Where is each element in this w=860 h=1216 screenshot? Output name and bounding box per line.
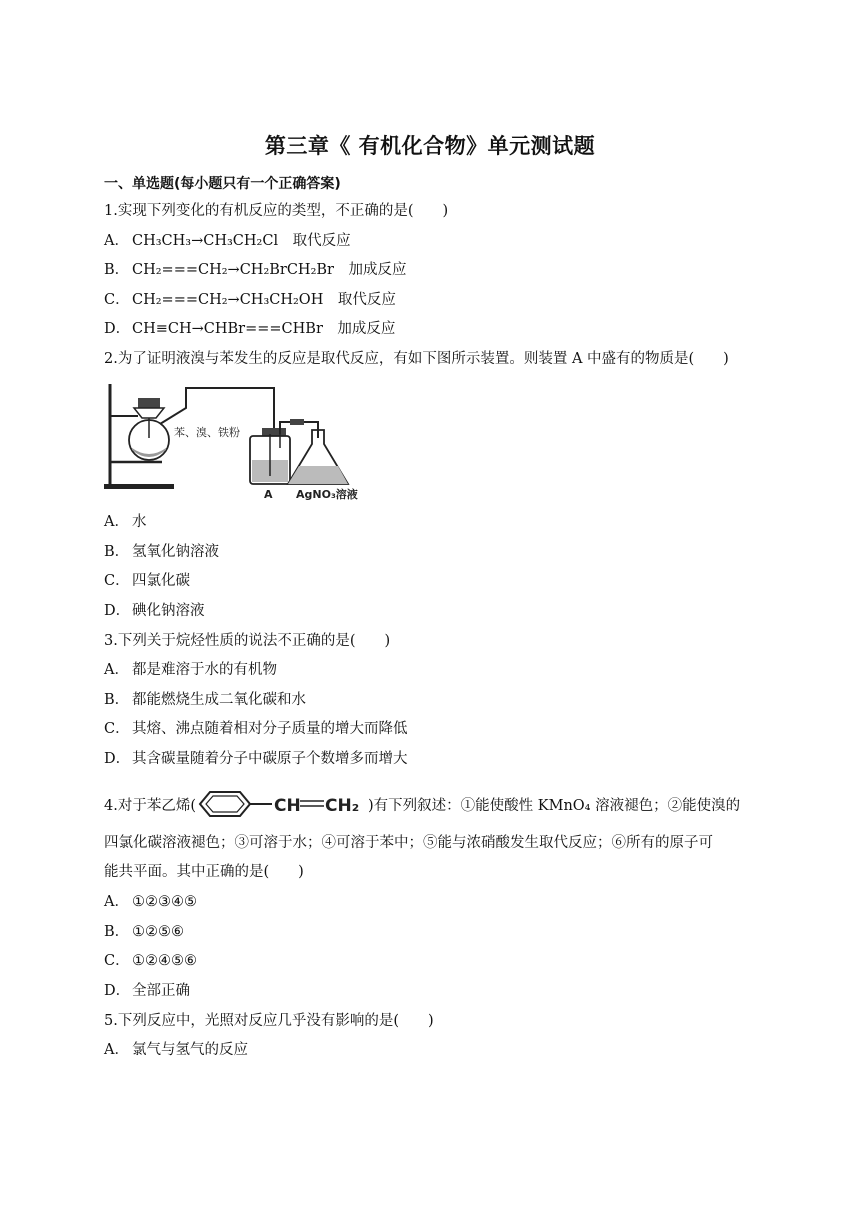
option-letter: C． xyxy=(104,953,130,969)
q3-stem: 3.下列关于烷烃性质的说法不正确的是( ) xyxy=(104,633,391,649)
bottle-a-label: A xyxy=(264,488,273,501)
option-text: CH≡CH→CHBr===CHBr 加成反应 xyxy=(132,321,396,337)
styrene-structure xyxy=(196,790,368,818)
option-letter: C． xyxy=(104,721,130,737)
option-letter: A． xyxy=(104,894,129,910)
option-text: 四氯化碳 xyxy=(132,573,190,589)
option-text: ①②③④⑤ xyxy=(132,894,197,910)
option-text: 都是难溶于水的有机物 xyxy=(132,662,277,678)
reagents-label: 苯、溴、铁粉 xyxy=(174,426,240,439)
option-letter: D． xyxy=(104,603,131,619)
q2-stem: 2.为了证明液溴与苯发生的反应是取代反应，有如下图所示装置。则装置 A 中盛有的物质是( ) xyxy=(104,351,729,367)
option-letter: A． xyxy=(104,662,129,678)
option-text: 其含碳量随着分子中碳原子个数增多而增大 xyxy=(132,751,408,767)
q1-option-c xyxy=(104,290,396,310)
option-letter: A． xyxy=(104,1042,129,1058)
page-title: 第三章《 有机化合物》单元测试题 xyxy=(264,134,596,158)
option-letter: D． xyxy=(104,983,131,999)
option-letter: C． xyxy=(104,292,130,308)
q3-option-a xyxy=(104,660,277,680)
q4-stem-line2: 四氯化碳溶液褪色；③可溶于水；④可溶于苯中；⑤能与浓硝酸发生取代反应；⑥所有的原子可 xyxy=(104,835,713,851)
option-letter: B． xyxy=(104,544,130,560)
q2-option-c xyxy=(104,571,190,591)
option-text: ①②④⑤⑥ xyxy=(132,953,197,969)
q1-stem: 1.实现下列变化的有机反应的类型，不正确的是( ) xyxy=(104,203,449,219)
section-heading: 一、单选题(每小题只有一个正确答案) xyxy=(104,176,341,192)
option-letter: B． xyxy=(104,924,130,940)
option-text: ①②⑤⑥ xyxy=(132,924,184,940)
q1-option-b xyxy=(104,260,406,280)
option-letter: B． xyxy=(104,692,130,708)
option-letter: D． xyxy=(104,751,131,767)
option-text: 氯气与氢气的反应 xyxy=(132,1042,248,1058)
q1-option-a xyxy=(104,231,351,251)
option-text: CH₂===CH₂→CH₃CH₂OH 取代反应 xyxy=(132,292,396,308)
q3-option-c xyxy=(104,719,408,739)
q2-option-d xyxy=(104,601,205,621)
option-text: 都能燃烧生成二氧化碳和水 xyxy=(132,692,306,708)
q4-option-b xyxy=(104,922,184,942)
q4-stem-post: )有下列叙述：①能使酸性 KMnO₄ 溶液褪色；②能使溴的 xyxy=(368,798,741,814)
option-letter: A． xyxy=(104,514,129,530)
q4-stem-line3: 能共平面。其中正确的是( ) xyxy=(104,864,304,880)
option-text: 氢氧化钠溶液 xyxy=(132,544,219,560)
formula-ch: CH xyxy=(274,796,301,816)
option-text: 其熔、沸点随着相对分子质量的增大而降低 xyxy=(132,721,408,737)
q1-option-d xyxy=(104,319,395,339)
q3-option-d xyxy=(104,749,408,769)
option-text: CH₃CH₃→CH₃CH₂Cl 取代反应 xyxy=(132,233,351,249)
option-text: 水 xyxy=(132,514,147,530)
option-text: 碘化钠溶液 xyxy=(132,603,205,619)
option-letter: D． xyxy=(104,321,131,337)
q4-stem-pre: 4.对于苯乙烯( xyxy=(104,798,196,814)
q4-option-c xyxy=(104,951,197,971)
option-letter: B． xyxy=(104,262,130,278)
option-text: CH₂===CH₂→CH₂BrCH₂Br 加成反应 xyxy=(132,262,407,278)
q4-option-d xyxy=(104,981,190,1001)
q5-option-a xyxy=(104,1040,248,1060)
apparatus-figure xyxy=(104,378,364,504)
q4-stem-line1 xyxy=(104,790,740,818)
agno3-label: AgNO₃溶液 xyxy=(296,488,358,501)
q2-option-b xyxy=(104,542,219,562)
option-text: 全部正确 xyxy=(132,983,190,999)
q4-option-a xyxy=(104,892,197,912)
formula-ch2: CH₂ xyxy=(325,796,360,816)
q3-option-b xyxy=(104,690,306,710)
option-letter: A． xyxy=(104,233,129,249)
q2-option-a xyxy=(104,512,147,532)
q5-stem: 5.下列反应中，光照对反应几乎没有影响的是( ) xyxy=(104,1013,434,1029)
option-letter: C． xyxy=(104,573,130,589)
